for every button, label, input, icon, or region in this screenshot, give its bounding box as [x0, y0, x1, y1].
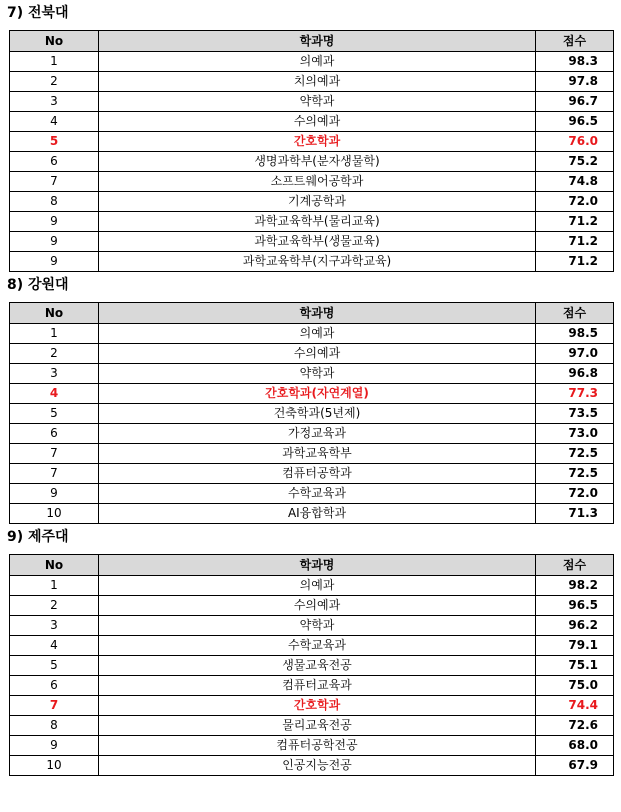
- score-tables: [0, 3, 621, 776]
- university-section: [0, 275, 621, 524]
- rank-cell: 3: [10, 92, 99, 112]
- rank-cell: 9: [10, 736, 99, 756]
- rank-cell: 4: [10, 112, 99, 132]
- dept-cell: 컴퓨터교육과: [99, 676, 536, 696]
- score-cell: 77.3: [536, 384, 614, 404]
- section-title: 8) 강원대: [7, 277, 69, 293]
- section-title: 7) 전북대: [7, 5, 69, 21]
- dept-cell: 수학교육과: [99, 636, 536, 656]
- score-cell: 96.5: [536, 112, 614, 132]
- rank-cell: 7: [10, 464, 99, 484]
- table-row: [10, 656, 614, 676]
- header-dept: 학과명: [99, 31, 536, 52]
- rank-cell: 5: [10, 404, 99, 424]
- rank-cell: 10: [10, 504, 99, 524]
- table-row: [10, 484, 614, 504]
- header-no: No: [10, 303, 99, 324]
- dept-cell: 간호학과(자연계열): [99, 384, 536, 404]
- table-row: [10, 424, 614, 444]
- dept-cell: 과학교육학부(지구과학교육): [99, 252, 536, 272]
- score-table: [9, 302, 614, 524]
- table-row: [10, 252, 614, 272]
- rank-cell: 10: [10, 756, 99, 776]
- score-cell: 96.8: [536, 364, 614, 384]
- rank-cell: 1: [10, 576, 99, 596]
- dept-cell: 수의예과: [99, 112, 536, 132]
- dept-cell: 수학교육과: [99, 484, 536, 504]
- score-cell: 96.5: [536, 596, 614, 616]
- score-cell: 67.9: [536, 756, 614, 776]
- table-row: [10, 756, 614, 776]
- score-table: [9, 30, 614, 272]
- dept-cell: 컴퓨터공학전공: [99, 736, 536, 756]
- header-score: 점수: [536, 31, 614, 52]
- table-row: [10, 736, 614, 756]
- dept-cell: 간호학과: [99, 132, 536, 152]
- header-dept: 학과명: [99, 555, 536, 576]
- score-cell: 75.1: [536, 656, 614, 676]
- score-cell: 74.4: [536, 696, 614, 716]
- table-row: [10, 504, 614, 524]
- table-row: [10, 192, 614, 212]
- dept-cell: 인공지능전공: [99, 756, 536, 776]
- dept-cell: 수의예과: [99, 344, 536, 364]
- rank-cell: 8: [10, 716, 99, 736]
- dept-cell: 컴퓨터공학과: [99, 464, 536, 484]
- dept-cell: 가정교육과: [99, 424, 536, 444]
- table-row: [10, 344, 614, 364]
- header-no: No: [10, 31, 99, 52]
- score-table: [9, 554, 614, 776]
- score-cell: 72.6: [536, 716, 614, 736]
- rank-cell: 5: [10, 656, 99, 676]
- dept-cell: 소프트웨어공학과: [99, 172, 536, 192]
- score-cell: 73.0: [536, 424, 614, 444]
- table-row: [10, 444, 614, 464]
- score-cell: 68.0: [536, 736, 614, 756]
- dept-cell: 치의예과: [99, 72, 536, 92]
- score-cell: 98.3: [536, 52, 614, 72]
- table-row: [10, 676, 614, 696]
- table-row: [10, 212, 614, 232]
- score-cell: 71.2: [536, 252, 614, 272]
- score-cell: 75.2: [536, 152, 614, 172]
- score-cell: 72.0: [536, 484, 614, 504]
- score-cell: 76.0: [536, 132, 614, 152]
- dept-cell: 기계공학과: [99, 192, 536, 212]
- rank-cell: 7: [10, 444, 99, 464]
- dept-cell: 수의예과: [99, 596, 536, 616]
- table-row: [10, 696, 614, 716]
- table-row: [10, 384, 614, 404]
- table-row: [10, 152, 614, 172]
- dept-cell: 약학과: [99, 364, 536, 384]
- table-row: [10, 716, 614, 736]
- score-cell: 98.5: [536, 324, 614, 344]
- header-no: No: [10, 555, 99, 576]
- table-row: [10, 324, 614, 344]
- rank-cell: 1: [10, 324, 99, 344]
- dept-cell: AI융합학과: [99, 504, 536, 524]
- rank-cell: 2: [10, 72, 99, 92]
- table-row: [10, 636, 614, 656]
- dept-cell: 생물교육전공: [99, 656, 536, 676]
- table-header-row: [10, 303, 614, 324]
- header-dept: 학과명: [99, 303, 536, 324]
- dept-cell: 과학교육학부(물리교육): [99, 212, 536, 232]
- rank-cell: 5: [10, 132, 99, 152]
- score-cell: 97.8: [536, 72, 614, 92]
- table-row: [10, 72, 614, 92]
- score-cell: 96.7: [536, 92, 614, 112]
- dept-cell: 과학교육학부(생물교육): [99, 232, 536, 252]
- university-section: [0, 3, 621, 272]
- dept-cell: 약학과: [99, 92, 536, 112]
- score-cell: 74.8: [536, 172, 614, 192]
- rank-cell: 6: [10, 152, 99, 172]
- table-header-row: [10, 555, 614, 576]
- score-cell: 98.2: [536, 576, 614, 596]
- table-header-row: [10, 31, 614, 52]
- table-row: [10, 364, 614, 384]
- score-cell: 72.5: [536, 444, 614, 464]
- dept-cell: 의예과: [99, 324, 536, 344]
- rank-cell: 3: [10, 364, 99, 384]
- dept-cell: 의예과: [99, 52, 536, 72]
- rank-cell: 7: [10, 696, 99, 716]
- dept-cell: 의예과: [99, 576, 536, 596]
- score-cell: 71.2: [536, 232, 614, 252]
- rank-cell: 6: [10, 424, 99, 444]
- score-cell: 71.3: [536, 504, 614, 524]
- score-cell: 97.0: [536, 344, 614, 364]
- dept-cell: 간호학과: [99, 696, 536, 716]
- rank-cell: 3: [10, 616, 99, 636]
- table-row: [10, 92, 614, 112]
- dept-cell: 과학교육학부: [99, 444, 536, 464]
- rank-cell: 2: [10, 596, 99, 616]
- table-row: [10, 112, 614, 132]
- rank-cell: 7: [10, 172, 99, 192]
- rank-cell: 8: [10, 192, 99, 212]
- score-cell: 75.0: [536, 676, 614, 696]
- table-row: [10, 596, 614, 616]
- table-row: [10, 52, 614, 72]
- rank-cell: 9: [10, 252, 99, 272]
- score-cell: 73.5: [536, 404, 614, 424]
- score-cell: 79.1: [536, 636, 614, 656]
- rank-cell: 1: [10, 52, 99, 72]
- rank-cell: 4: [10, 636, 99, 656]
- score-cell: 71.2: [536, 212, 614, 232]
- rank-cell: 9: [10, 484, 99, 504]
- rank-cell: 2: [10, 344, 99, 364]
- section-title: 9) 제주대: [7, 529, 69, 545]
- table-row: [10, 132, 614, 152]
- rank-cell: 4: [10, 384, 99, 404]
- table-row: [10, 232, 614, 252]
- header-score: 점수: [536, 555, 614, 576]
- rank-cell: 9: [10, 232, 99, 252]
- score-cell: 72.0: [536, 192, 614, 212]
- table-row: [10, 172, 614, 192]
- dept-cell: 약학과: [99, 616, 536, 636]
- dept-cell: 생명과학부(분자생물학): [99, 152, 536, 172]
- score-cell: 72.5: [536, 464, 614, 484]
- score-cell: 96.2: [536, 616, 614, 636]
- university-section: [0, 527, 621, 776]
- table-row: [10, 464, 614, 484]
- header-score: 점수: [536, 303, 614, 324]
- table-row: [10, 576, 614, 596]
- rank-cell: 6: [10, 676, 99, 696]
- table-row: [10, 404, 614, 424]
- rank-cell: 9: [10, 212, 99, 232]
- table-row: [10, 616, 614, 636]
- dept-cell: 물리교육전공: [99, 716, 536, 736]
- dept-cell: 건축학과(5년제): [99, 404, 536, 424]
